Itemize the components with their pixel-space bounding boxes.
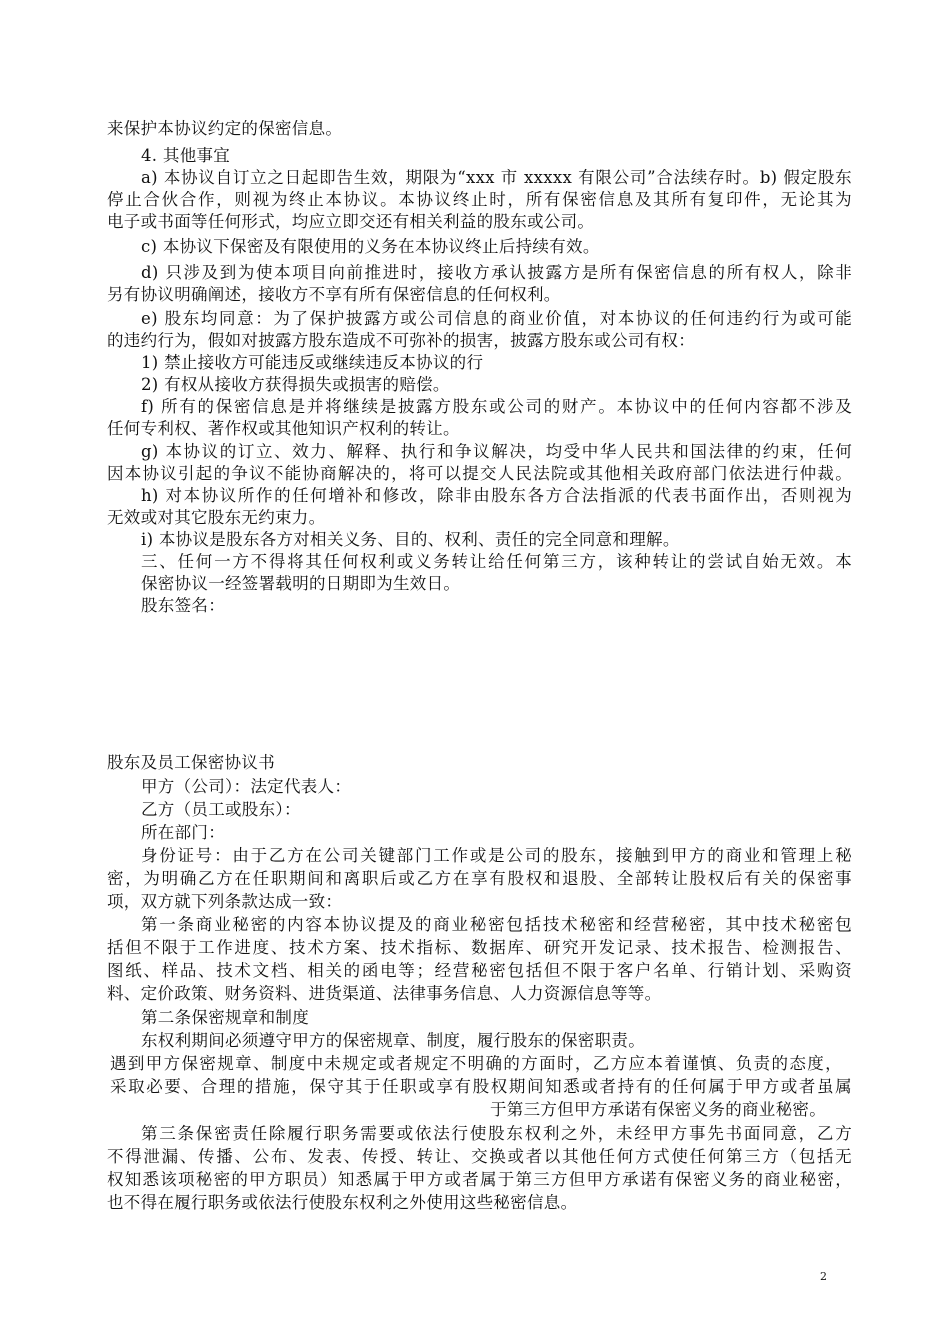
text-line: 身份证号：由于乙方在公司关键部门工作或是公司的股东，接触到甲方的商业和管理上秘 [141, 846, 852, 865]
party-a-line: 甲方（公司）：法定代表人： [141, 777, 352, 796]
text-line: a) 本协议自订立之日起即告生效，期限为“xxx 市 xxxxx 有限公司”合法续存时。b) 假定股东 [141, 168, 852, 187]
text-line: 项，双方就下列条款达成一致： [107, 892, 343, 911]
page-number: 2 [820, 1270, 827, 1283]
text-line: d) 只涉及到为使本项目向前推进时，接收方承认披露方是所有保密信息的所有权人，除非 [141, 263, 852, 282]
text-line: 另有协议明确阐述，接收方不享有所有保密信息的任何权利。 [107, 285, 561, 304]
text-line: 的违约行为，假如对披露方股东造成不可弥补的损害，披露方股东或公司有权： [107, 331, 695, 350]
text-line: 密，为明确乙方在任职期间和离职后或乙方在享有股权和退股、全部转让股权后有关的保密事 [107, 869, 852, 888]
text-line: 权知悉该项秘密的甲方职员）知悉属于甲方或者属于第三方但甲方承诺有保密义务的商业秘密， [107, 1170, 852, 1189]
text-line: c) 本协议下保密及有限使用的义务在本协议终止后持续有效。 [141, 237, 600, 256]
text-line: 来保护本协议约定的保密信息。 [107, 119, 343, 138]
text-line: h) 对本协议所作的任何增补和修改，除非由股东各方合法指派的代表书面作出，否则视为 [141, 486, 852, 505]
text-line: 电子或书面等任何形式，均应立即交还有相关利益的股东或公司。 [107, 212, 595, 231]
text-line: 任何专利权、著作权或其他知识产权利的转让。 [107, 419, 460, 438]
text-line: 采取必要、合理的措施，保守其于任职或享有股权期间知悉或者持有的任何属于甲方或者虽属 [110, 1077, 852, 1096]
text-line: 第一条商业秘密的内容本协议提及的商业秘密包括技术秘密和经营秘密，其中技术秘密包 [141, 915, 852, 934]
text-line: 东权利期间必须遵守甲方的保密规章、制度，履行股东的保密职责。 [141, 1031, 645, 1050]
text-line: 无效或对其它股东无约束力。 [107, 508, 326, 527]
list-item: 2) 有权从接收方获得损失或损害的赔偿。 [141, 375, 450, 394]
text-line: g) 本协议的订立、效力、解释、执行和争议解决，均受中华人民共和国法律的约束，任何 [141, 442, 852, 461]
text-line: 三、任何一方不得将其任何权利或义务转让给任何第三方，该种转让的尝试自始无效。本 [141, 552, 852, 571]
text-line: 第三条保密责任除履行职务需要或依法行使股东权利之外，未经甲方事先书面同意，乙方 [141, 1124, 852, 1143]
article-heading: 第二条保密规章和制度 [141, 1008, 309, 1027]
text-line: 不得泄漏、传播、公布、发表、传授、转让、交换或者以其他任何方式使任何第三方（包括无 [107, 1147, 852, 1166]
text-line: f) 所有的保密信息是并将继续是披露方股东或公司的财产。本协议中的任何内容都不涉及 [141, 397, 852, 416]
document-title: 股东及员工保密协议书 [107, 753, 275, 772]
text-line: 括但不限于工作进度、技术方案、技术指标、数据库、研究开发记录、技术报告、检测报告、 [107, 938, 852, 957]
text-line: 也不得在履行职务或依法行使股东权利之外使用这些秘密信息。 [107, 1193, 578, 1212]
department-line: 所在部门： [141, 823, 225, 842]
section-heading: 4. 其他事宜 [141, 146, 231, 165]
text-line: 保密协议一经签署载明的日期即为生效日。 [141, 574, 461, 593]
text-line: 于第三方但甲方承诺有保密义务的商业秘密。 [490, 1100, 826, 1119]
text-line: 料、定价政策、财务资料、进货渠道、法律事务信息、人力资源信息等等。 [107, 984, 662, 1003]
text-line: 因本协议引起的争议不能协商解决的，将可以提交人民法院或其他相关政府部门依法进行仲裁。 [107, 464, 852, 483]
text-line: 停止合伙合作，则视为终止本协议。本协议终止时，所有保密信息及其所有复印件，无论其为 [107, 190, 852, 209]
signature-label: 股东签名： [141, 596, 225, 615]
party-b-line: 乙方（员工或股东）： [141, 800, 301, 819]
text-line: i) 本协议是股东各方对相关义务、目的、权利、责任的完全同意和理解。 [141, 530, 680, 549]
text-line: e) 股东均同意：为了保护披露方或公司信息的商业价值，对本协议的任何违约行为或可能 [141, 309, 852, 328]
list-item: 1) 禁止接收方可能违反或继续违反本协议的行 [141, 353, 484, 372]
text-line: 遇到甲方保密规章、制度中未规定或者规定不明确的方面时，乙方应本着谨慎、负责的态度， [110, 1054, 842, 1073]
text-line: 图纸、样品、技术文档、相关的函电等；经营秘密包括但不限于客户名单、行销计划、采购资 [107, 961, 852, 980]
